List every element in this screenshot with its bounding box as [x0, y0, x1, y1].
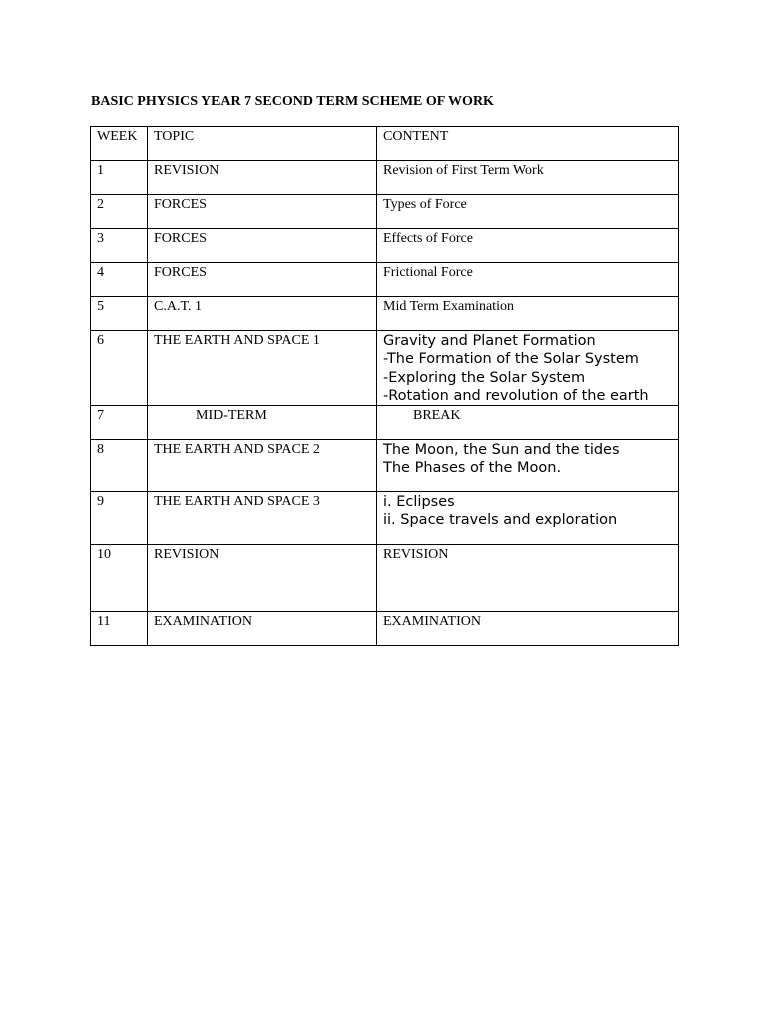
content-cell — [377, 440, 679, 492]
content-line: -The Formation of the Solar System — [383, 351, 639, 368]
topic-cell: FORCES — [148, 195, 377, 229]
table-row — [91, 612, 679, 646]
content-line: The Phases of the Moon. — [383, 460, 562, 477]
topic-cell: FORCES — [148, 263, 377, 297]
week-cell: 8 — [91, 440, 148, 492]
content-cell — [377, 331, 679, 406]
content-line: -Rotation and revolution of the earth — [383, 387, 649, 404]
content-line: i. Eclipses — [383, 494, 455, 511]
table-row — [91, 161, 679, 195]
topic-cell: REVISION — [148, 545, 377, 612]
content-line: EXAMINATION — [383, 614, 481, 630]
week-cell: 11 — [91, 612, 148, 646]
content-cell — [377, 161, 679, 195]
content-cell — [377, 406, 679, 440]
week-cell: 9 — [91, 492, 148, 545]
topic-cell: THE EARTH AND SPACE 3 — [148, 492, 377, 545]
content-line: BREAK — [413, 408, 461, 424]
content-line: Effects of Force — [383, 231, 473, 246]
topic-cell: FORCES — [148, 229, 377, 263]
week-cell: 5 — [91, 297, 148, 331]
week-cell: 10 — [91, 545, 148, 612]
content-line: ii. Space travels and exploration — [383, 512, 618, 529]
content-line: Types of Force — [383, 197, 467, 212]
header-topic: TOPIC — [148, 127, 377, 161]
topic-cell: EXAMINATION — [148, 612, 377, 646]
content-line: REVISION — [383, 547, 449, 563]
week-cell: 2 — [91, 195, 148, 229]
table-row — [91, 406, 679, 440]
content-cell — [377, 545, 679, 612]
content-line: -Exploring the Solar System — [383, 369, 586, 386]
content-line: Gravity and Planet Formation — [383, 333, 596, 349]
content-line: Frictional Force — [383, 265, 473, 280]
table-row — [91, 229, 679, 263]
table-row — [91, 297, 679, 331]
topic-cell: THE EARTH AND SPACE 1 — [148, 331, 377, 406]
content-line: Revision of First Term Work — [383, 163, 544, 178]
content-cell — [377, 195, 679, 229]
scheme-of-work-table — [90, 126, 679, 646]
topic-cell: THE EARTH AND SPACE 2 — [148, 440, 377, 492]
table-row — [91, 545, 679, 612]
content-cell — [377, 612, 679, 646]
table-header-row — [91, 127, 679, 161]
header-content: CONTENT — [377, 127, 679, 161]
content-cell — [377, 229, 679, 263]
document-title: BASIC PHYSICS YEAR 7 SECOND TERM SCHEME OF WORK — [91, 94, 494, 109]
table-row — [91, 263, 679, 297]
content-line: The Moon, the Sun and the tides — [383, 442, 620, 459]
week-cell: 4 — [91, 263, 148, 297]
content-line: Mid Term Examination — [383, 299, 514, 314]
header-week: WEEK — [91, 127, 148, 161]
content-cell — [377, 263, 679, 297]
topic-text: MID-TERM — [196, 408, 267, 424]
week-cell: 1 — [91, 161, 148, 195]
table-row — [91, 440, 679, 492]
week-cell: 7 — [91, 406, 148, 440]
table-row — [91, 492, 679, 545]
week-cell: 3 — [91, 229, 148, 263]
content-cell — [377, 492, 679, 545]
table-row — [91, 331, 679, 406]
topic-cell — [148, 406, 377, 440]
table-row — [91, 195, 679, 229]
content-cell — [377, 297, 679, 331]
topic-cell: C.A.T. 1 — [148, 297, 377, 331]
topic-cell: REVISION — [148, 161, 377, 195]
week-cell: 6 — [91, 331, 148, 406]
